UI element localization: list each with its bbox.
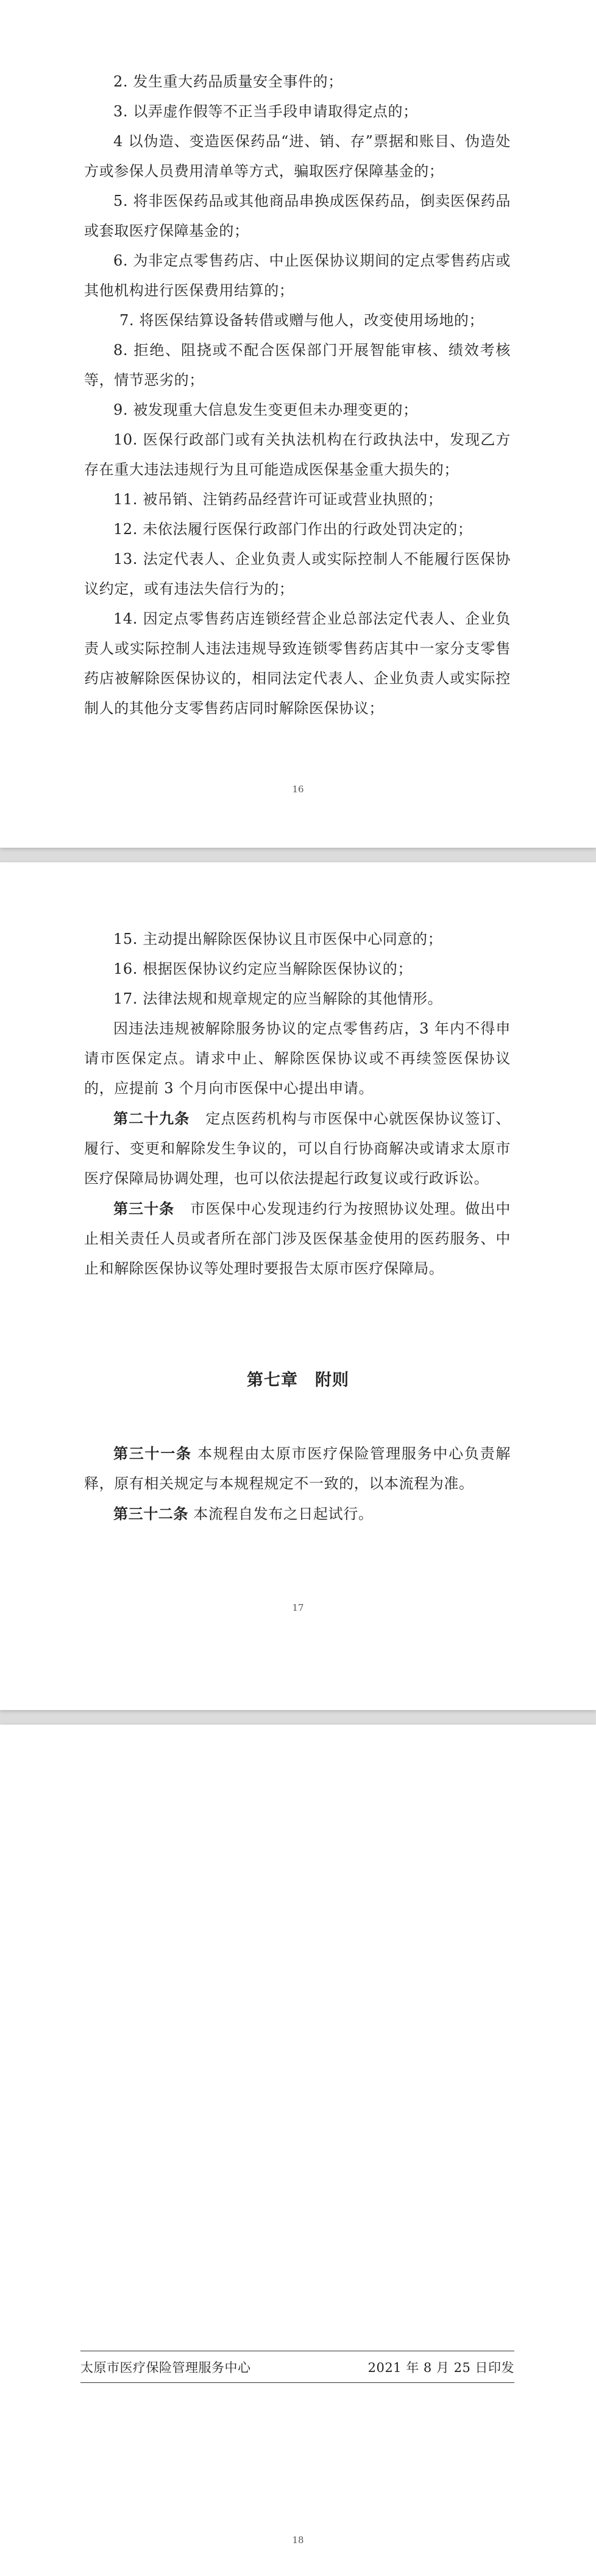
list-item: 9. 被发现重大信息发生变更但未办理变更的； [113, 401, 418, 418]
article-text: 本流程自发布之日起试行。 [193, 1505, 374, 1522]
article-number: 第二十九条 [113, 1110, 190, 1127]
article-32 [84, 1499, 511, 1529]
page-number: 16 [292, 784, 304, 795]
page-number: 17 [292, 1602, 304, 1613]
article-text: 本规程由太原市医疗保险管理服务中心负责解释，原有相关规定与本规程规定不一致的，以本流程为准。 [84, 1445, 511, 1492]
list-item: 14. 因定点零售药店连锁经营企业总部法定代表人、企业负责人或实际控制人违法违规导致连锁零售药店其中一家分支零售药店被解除医保协议的，相同法定代表人、企业负责人或实际控制人的其他分支零售药店同时解除医保协议； [84, 610, 511, 717]
chapter-heading [0, 1367, 596, 1390]
article-29 [84, 1103, 511, 1194]
page-16-body [84, 67, 511, 723]
list-item: 4 以伪造、变造医保药品“进、销、存”票据和账目、伪造处方或参保人员费用清单等方式，骗取医疗保障基金的； [84, 133, 511, 180]
page-17-appendix [84, 1438, 511, 1529]
list-item: 10. 医保行政部门或有关执法机构在行政执法中，发现乙方存在重大违法违规行为且可能造成医保基金重大损失的； [84, 431, 511, 478]
issue-date: 2021 年 8 月 25 日印发 [367, 2360, 514, 2375]
list-item: 5. 将非医保药品或其他商品串换成医保药品，倒卖医保药品或套取医疗保障基金的； [84, 192, 511, 239]
article-text: 市医保中心发现违约行为按照协议处理。做出中止相关责任人员或者所在部门涉及医保基金使用的医药服务、中止和解除医保协议等处理时要报告太原市医疗保障局。 [84, 1200, 511, 1277]
list-item: 7. 将医保结算设备转借或赠与他人，改变使用场地的； [119, 312, 484, 329]
document-page-16 [0, 0, 596, 848]
list-item: 17. 法律法规和规章规定的应当解除的其他情形。 [113, 990, 443, 1007]
page-17-body [84, 924, 511, 1284]
document-page-17 [0, 862, 596, 1710]
list-item: 13. 法定代表人、企业负责人或实际控制人不能履行医保协议约定，或有违法失信行为的； [84, 551, 511, 597]
article-text: 定点医药机构与市医保中心就医保协议签订、履行、变更和解除发生争议的，可以自行协商解决或请求太原市医疗保障局协调处理，也可以依法提起行政复议或行政诉讼。 [84, 1110, 511, 1187]
list-item: 8. 拒绝、阻挠或不配合医保部门开展智能审核、绩效考核等，情节恶劣的； [84, 342, 511, 389]
list-item: 11. 被吊销、注销药品经营许可证或营业执照的； [113, 491, 443, 508]
list-item: 2. 发生重大药品质量安全事件的； [113, 73, 343, 90]
article-31 [84, 1438, 511, 1499]
list-item: 6. 为非定点零售药店、中止医保协议期间的定点零售药店或其他机构进行医保费用结算的； [84, 252, 511, 299]
article-30 [84, 1194, 511, 1284]
list-item: 16. 根据医保协议约定应当解除医保协议的； [113, 960, 413, 977]
article-number: 第三十二条 [113, 1505, 188, 1522]
page-number: 18 [292, 2535, 304, 2546]
document-page-18 [0, 1725, 596, 2576]
chapter-title: 附则 [315, 1371, 349, 1390]
list-item: 12. 未依法履行医保行政部门作出的行政处罚决定的； [113, 521, 473, 538]
article-number: 第三十条 [113, 1200, 175, 1217]
issuer: 太原市医疗保险管理服务中心 [80, 2360, 251, 2375]
article-number: 第三十一条 [113, 1445, 192, 1462]
chapter-label: 第七章 [247, 1371, 298, 1390]
list-item: 3. 以弄虚作假等不正当手段申请取得定点的； [113, 103, 418, 120]
paragraph: 因违法违规被解除服务协议的定点零售药店，3 年内不得申请市医保定点。请求中止、解除医保协议或不再续签医保协议的，应提前 3 个月向市医保中心提出申请。 [84, 1020, 511, 1097]
list-item: 15. 主动提出解除医保协议且市医保中心同意的； [113, 931, 443, 948]
issue-footer [80, 2358, 514, 2376]
divider-bottom [80, 2382, 514, 2383]
